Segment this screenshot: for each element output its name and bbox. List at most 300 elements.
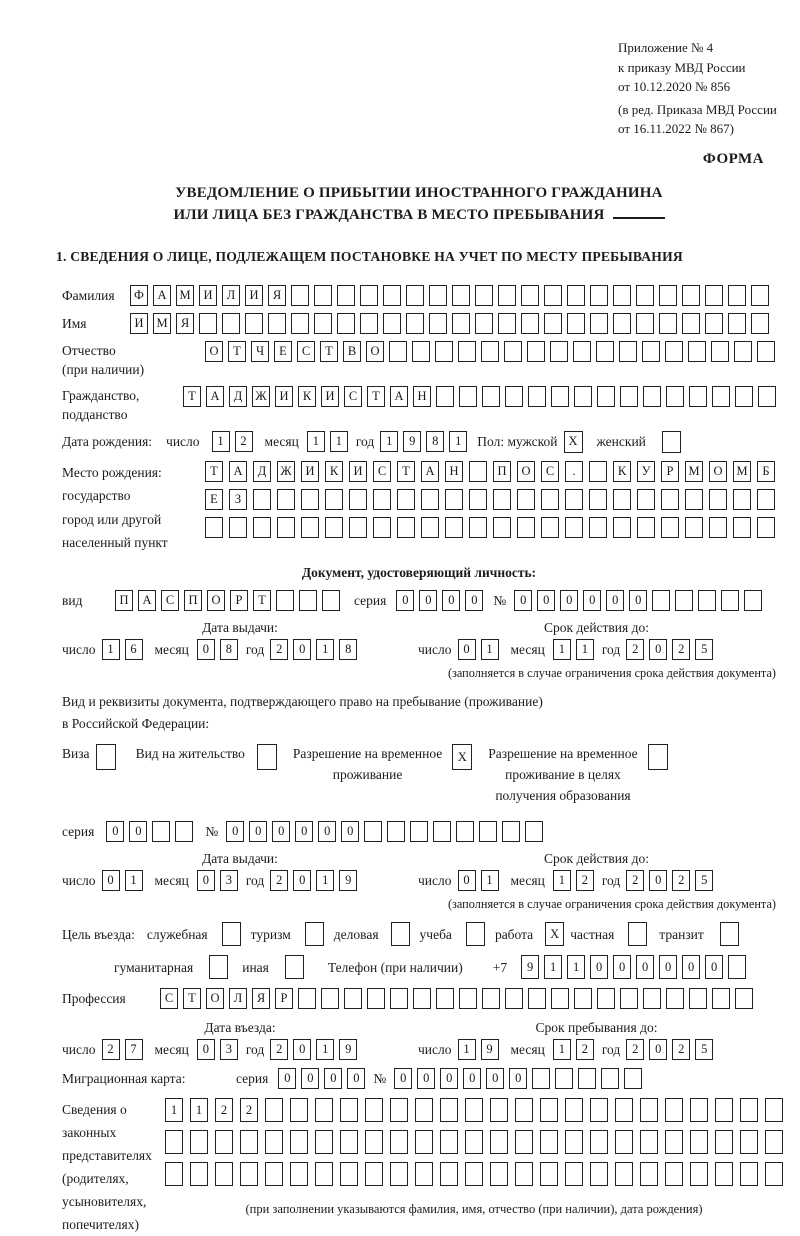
char-cell[interactable] [544,285,562,306]
char-cell[interactable]: 0 [659,955,677,979]
char-cell[interactable] [298,988,316,1009]
char-cell[interactable] [685,489,703,510]
char-cell[interactable] [410,821,428,842]
char-cell[interactable]: И [199,285,217,306]
char-cell[interactable] [590,1130,608,1154]
char-cell[interactable]: 0 [341,821,359,842]
char-cell[interactable] [465,1130,483,1154]
char-cell[interactable] [301,489,319,510]
char-cell[interactable] [578,1068,596,1089]
char-cell[interactable] [479,821,497,842]
char-cell[interactable] [493,489,511,510]
char-cell[interactable] [613,313,631,334]
char-cell[interactable] [690,1162,708,1186]
char-cell[interactable] [436,386,454,407]
char-cell[interactable]: 0 [613,955,631,979]
char-cell[interactable]: 0 [249,821,267,842]
char-cell[interactable] [429,285,447,306]
char-cell[interactable]: Т [397,461,415,482]
char-cell[interactable]: 1 [553,639,571,660]
char-cell[interactable] [290,1098,308,1122]
char-cell[interactable]: 2 [270,870,288,891]
char-cell[interactable] [435,341,453,362]
char-cell[interactable]: О [366,341,384,362]
char-cell[interactable] [544,313,562,334]
char-cell[interactable]: 1 [307,431,325,452]
char-cell[interactable] [517,489,535,510]
char-cell[interactable] [620,386,638,407]
char-cell[interactable] [555,1068,573,1089]
char-cell[interactable]: 2 [235,431,253,452]
char-cell[interactable] [490,1130,508,1154]
char-cell[interactable]: Д [229,386,247,407]
char-cell[interactable]: 6 [125,639,143,660]
char-cell[interactable] [740,1130,758,1154]
char-cell[interactable] [456,821,474,842]
char-cell[interactable] [715,1098,733,1122]
char-cell[interactable] [440,1162,458,1186]
char-cell[interactable]: 0 [129,821,147,842]
char-cell[interactable] [642,341,660,362]
char-cell[interactable] [340,1098,358,1122]
char-cell[interactable] [590,1098,608,1122]
char-cell[interactable]: С [297,341,315,362]
char-cell[interactable] [229,517,247,538]
char-cell[interactable]: 1 [481,639,499,660]
char-cell[interactable] [265,1098,283,1122]
char-cell[interactable] [728,285,746,306]
char-cell[interactable] [720,922,739,946]
char-cell[interactable]: 1 [212,431,230,452]
char-cell[interactable]: Ж [252,386,270,407]
char-cell[interactable]: 0 [458,870,476,891]
char-cell[interactable] [277,517,295,538]
char-cell[interactable] [705,313,723,334]
char-cell[interactable] [391,922,410,946]
char-cell[interactable] [573,341,591,362]
char-cell[interactable] [567,313,585,334]
char-cell[interactable]: 0 [293,870,311,891]
char-cell[interactable] [245,313,263,334]
char-cell[interactable] [751,285,769,306]
char-cell[interactable] [740,1098,758,1122]
char-cell[interactable] [190,1162,208,1186]
char-cell[interactable]: 7 [125,1039,143,1060]
char-cell[interactable] [521,313,539,334]
char-cell[interactable] [360,285,378,306]
char-cell[interactable]: 2 [240,1098,258,1122]
char-cell[interactable] [436,988,454,1009]
char-cell[interactable] [528,386,546,407]
char-cell[interactable] [698,590,716,611]
char-cell[interactable] [624,1068,642,1089]
char-cell[interactable] [344,988,362,1009]
char-cell[interactable] [613,517,631,538]
char-cell[interactable] [661,517,679,538]
char-cell[interactable]: 2 [270,1039,288,1060]
char-cell[interactable]: 1 [553,870,571,891]
char-cell[interactable] [550,341,568,362]
char-cell[interactable] [567,285,585,306]
char-cell[interactable]: 0 [442,590,460,611]
char-cell[interactable]: Ф [130,285,148,306]
char-cell[interactable] [590,285,608,306]
char-cell[interactable]: О [709,461,727,482]
char-cell[interactable]: Р [275,988,293,1009]
char-cell[interactable] [744,590,762,611]
char-cell[interactable] [540,1162,558,1186]
char-cell[interactable] [712,988,730,1009]
char-cell[interactable]: В [343,341,361,362]
char-cell[interactable] [525,821,543,842]
char-cell[interactable]: С [344,386,362,407]
char-cell[interactable]: А [421,461,439,482]
char-cell[interactable] [383,285,401,306]
char-cell[interactable] [421,489,439,510]
char-cell[interactable]: 0 [197,1039,215,1060]
char-cell[interactable]: 0 [649,870,667,891]
char-cell[interactable] [276,590,294,611]
char-cell[interactable] [517,517,535,538]
char-cell[interactable]: 0 [636,955,654,979]
char-cell[interactable] [619,341,637,362]
char-cell[interactable] [551,988,569,1009]
char-cell[interactable] [574,386,592,407]
char-cell[interactable]: 2 [626,1039,644,1060]
char-cell[interactable] [383,313,401,334]
char-cell[interactable]: 9 [481,1039,499,1060]
char-cell[interactable] [315,1130,333,1154]
char-cell[interactable] [637,489,655,510]
char-cell[interactable] [733,489,751,510]
char-cell[interactable] [758,386,776,407]
char-cell[interactable]: 0 [583,590,601,611]
char-cell[interactable]: 0 [419,590,437,611]
char-cell[interactable]: 8 [426,431,444,452]
char-cell[interactable] [190,1130,208,1154]
char-cell[interactable] [540,1098,558,1122]
char-cell[interactable] [515,1162,533,1186]
char-cell[interactable] [360,313,378,334]
char-cell[interactable]: Е [274,341,292,362]
char-cell[interactable] [597,386,615,407]
char-cell[interactable] [589,461,607,482]
char-cell[interactable] [452,313,470,334]
char-cell[interactable] [715,1130,733,1154]
char-cell[interactable]: 0 [417,1068,435,1089]
char-cell[interactable] [640,1162,658,1186]
char-cell[interactable] [734,341,752,362]
char-cell[interactable] [349,517,367,538]
char-cell[interactable]: П [493,461,511,482]
char-cell[interactable] [390,988,408,1009]
char-cell[interactable]: П [115,590,133,611]
char-cell[interactable]: 1 [449,431,467,452]
char-cell[interactable]: 0 [324,1068,342,1089]
char-cell[interactable]: 0 [705,955,723,979]
char-cell[interactable] [662,431,681,453]
char-cell[interactable]: Т [253,590,271,611]
char-cell[interactable] [636,313,654,334]
char-cell[interactable] [305,922,324,946]
char-cell[interactable]: 0 [197,639,215,660]
char-cell[interactable]: Я [176,313,194,334]
char-cell[interactable] [413,988,431,1009]
char-cell[interactable] [541,517,559,538]
char-cell[interactable]: А [206,386,224,407]
char-cell[interactable] [728,313,746,334]
char-cell[interactable]: 5 [695,639,713,660]
char-cell[interactable] [199,313,217,334]
char-cell[interactable] [728,955,746,979]
char-cell[interactable] [515,1130,533,1154]
char-cell[interactable] [325,517,343,538]
char-cell[interactable] [465,1098,483,1122]
char-cell[interactable]: Ч [251,341,269,362]
char-cell[interactable] [406,313,424,334]
char-cell[interactable] [325,489,343,510]
char-cell[interactable] [505,386,523,407]
char-cell[interactable]: 0 [106,821,124,842]
char-cell[interactable] [222,922,241,946]
char-cell[interactable] [715,1162,733,1186]
char-cell[interactable] [322,590,340,611]
char-cell[interactable] [589,489,607,510]
char-cell[interactable]: 2 [626,870,644,891]
char-cell[interactable]: М [153,313,171,334]
char-cell[interactable]: П [184,590,202,611]
char-cell[interactable] [652,590,670,611]
char-cell[interactable] [597,988,615,1009]
char-cell[interactable] [390,1098,408,1122]
char-cell[interactable]: И [130,313,148,334]
char-cell[interactable]: А [153,285,171,306]
char-cell[interactable] [659,313,677,334]
char-cell[interactable]: З [229,489,247,510]
char-cell[interactable] [421,517,439,538]
char-cell[interactable] [397,489,415,510]
char-cell[interactable]: 0 [293,1039,311,1060]
char-cell[interactable] [628,922,647,946]
char-cell[interactable] [757,517,775,538]
char-cell[interactable] [615,1098,633,1122]
char-cell[interactable]: 0 [295,821,313,842]
char-cell[interactable] [665,341,683,362]
char-cell[interactable]: М [685,461,703,482]
char-cell[interactable]: 8 [339,639,357,660]
char-cell[interactable] [445,517,463,538]
char-cell[interactable] [648,744,668,770]
char-cell[interactable] [337,285,355,306]
char-cell[interactable]: И [275,386,293,407]
char-cell[interactable]: 2 [626,639,644,660]
char-cell[interactable] [165,1130,183,1154]
char-cell[interactable]: М [176,285,194,306]
char-cell[interactable] [389,341,407,362]
char-cell[interactable]: 0 [301,1068,319,1089]
char-cell[interactable]: 9 [403,431,421,452]
char-cell[interactable]: А [390,386,408,407]
char-cell[interactable] [640,1098,658,1122]
char-cell[interactable]: Д [253,461,271,482]
char-cell[interactable]: Т [367,386,385,407]
char-cell[interactable]: И [321,386,339,407]
char-cell[interactable] [253,517,271,538]
char-cell[interactable] [689,386,707,407]
char-cell[interactable]: 1 [330,431,348,452]
char-cell[interactable]: 1 [316,639,334,660]
char-cell[interactable] [615,1130,633,1154]
char-cell[interactable] [665,1130,683,1154]
char-cell[interactable]: X [545,922,564,946]
char-cell[interactable] [215,1130,233,1154]
char-cell[interactable] [440,1130,458,1154]
char-cell[interactable]: 2 [215,1098,233,1122]
char-cell[interactable] [459,988,477,1009]
char-cell[interactable] [469,517,487,538]
char-cell[interactable]: 0 [293,639,311,660]
char-cell[interactable] [482,386,500,407]
char-cell[interactable]: 0 [226,821,244,842]
char-cell[interactable]: 0 [394,1068,412,1089]
char-cell[interactable] [277,489,295,510]
char-cell[interactable]: 1 [190,1098,208,1122]
char-cell[interactable]: 1 [316,870,334,891]
char-cell[interactable] [551,386,569,407]
char-cell[interactable] [314,285,332,306]
char-cell[interactable] [490,1162,508,1186]
char-cell[interactable]: С [373,461,391,482]
char-cell[interactable] [643,386,661,407]
char-cell[interactable]: 0 [396,590,414,611]
char-cell[interactable]: Е [205,489,223,510]
char-cell[interactable] [675,590,693,611]
char-cell[interactable] [340,1162,358,1186]
char-cell[interactable] [240,1162,258,1186]
char-cell[interactable]: 0 [197,870,215,891]
char-cell[interactable] [365,1162,383,1186]
char-cell[interactable] [469,461,487,482]
char-cell[interactable] [709,517,727,538]
char-cell[interactable]: Л [229,988,247,1009]
char-cell[interactable] [688,341,706,362]
char-cell[interactable]: 0 [440,1068,458,1089]
char-cell[interactable]: Р [661,461,679,482]
char-cell[interactable]: О [517,461,535,482]
char-cell[interactable]: 2 [576,1039,594,1060]
char-cell[interactable]: Я [252,988,270,1009]
char-cell[interactable]: 0 [629,590,647,611]
char-cell[interactable]: К [325,461,343,482]
char-cell[interactable]: Ж [277,461,295,482]
char-cell[interactable] [735,386,753,407]
char-cell[interactable] [620,988,638,1009]
char-cell[interactable] [387,821,405,842]
char-cell[interactable]: 2 [672,1039,690,1060]
char-cell[interactable] [565,1162,583,1186]
char-cell[interactable] [337,313,355,334]
char-cell[interactable] [433,821,451,842]
char-cell[interactable]: 0 [606,590,624,611]
char-cell[interactable] [765,1130,783,1154]
char-cell[interactable] [253,489,271,510]
char-cell[interactable]: 2 [576,870,594,891]
char-cell[interactable] [458,341,476,362]
char-cell[interactable]: 9 [339,1039,357,1060]
char-cell[interactable] [613,489,631,510]
char-cell[interactable]: С [161,590,179,611]
char-cell[interactable] [498,313,516,334]
char-cell[interactable] [590,1162,608,1186]
char-cell[interactable] [445,489,463,510]
char-cell[interactable]: 8 [220,639,238,660]
char-cell[interactable]: 1 [458,1039,476,1060]
char-cell[interactable]: 2 [270,639,288,660]
char-cell[interactable] [482,988,500,1009]
char-cell[interactable]: 0 [465,590,483,611]
char-cell[interactable] [299,590,317,611]
char-cell[interactable] [285,955,304,979]
char-cell[interactable] [321,988,339,1009]
char-cell[interactable] [415,1162,433,1186]
char-cell[interactable] [615,1162,633,1186]
char-cell[interactable] [666,988,684,1009]
char-cell[interactable]: И [245,285,263,306]
char-cell[interactable] [565,1130,583,1154]
char-cell[interactable]: 5 [695,870,713,891]
char-cell[interactable] [574,988,592,1009]
char-cell[interactable] [685,517,703,538]
char-cell[interactable] [665,1098,683,1122]
char-cell[interactable]: Т [183,386,201,407]
char-cell[interactable]: О [205,341,223,362]
char-cell[interactable] [290,1130,308,1154]
char-cell[interactable]: Р [230,590,248,611]
char-cell[interactable]: 0 [486,1068,504,1089]
char-cell[interactable] [257,744,277,770]
char-cell[interactable]: 1 [481,870,499,891]
char-cell[interactable] [481,341,499,362]
char-cell[interactable]: 1 [102,639,120,660]
char-cell[interactable] [636,285,654,306]
char-cell[interactable] [735,988,753,1009]
char-cell[interactable] [690,1130,708,1154]
char-cell[interactable] [475,285,493,306]
char-cell[interactable]: X [564,431,583,453]
char-cell[interactable] [565,1098,583,1122]
char-cell[interactable]: 0 [458,639,476,660]
char-cell[interactable] [502,821,520,842]
char-cell[interactable] [390,1162,408,1186]
char-cell[interactable]: 0 [509,1068,527,1089]
char-cell[interactable] [665,1162,683,1186]
char-cell[interactable] [364,821,382,842]
char-cell[interactable]: А [229,461,247,482]
char-cell[interactable] [751,313,769,334]
char-cell[interactable]: 3 [220,870,238,891]
char-cell[interactable] [349,489,367,510]
char-cell[interactable] [689,988,707,1009]
char-cell[interactable] [365,1130,383,1154]
char-cell[interactable] [291,313,309,334]
char-cell[interactable] [590,313,608,334]
char-cell[interactable] [315,1162,333,1186]
char-cell[interactable] [721,590,739,611]
char-cell[interactable]: 2 [672,639,690,660]
char-cell[interactable] [490,1098,508,1122]
char-cell[interactable] [268,313,286,334]
char-cell[interactable]: 0 [278,1068,296,1089]
